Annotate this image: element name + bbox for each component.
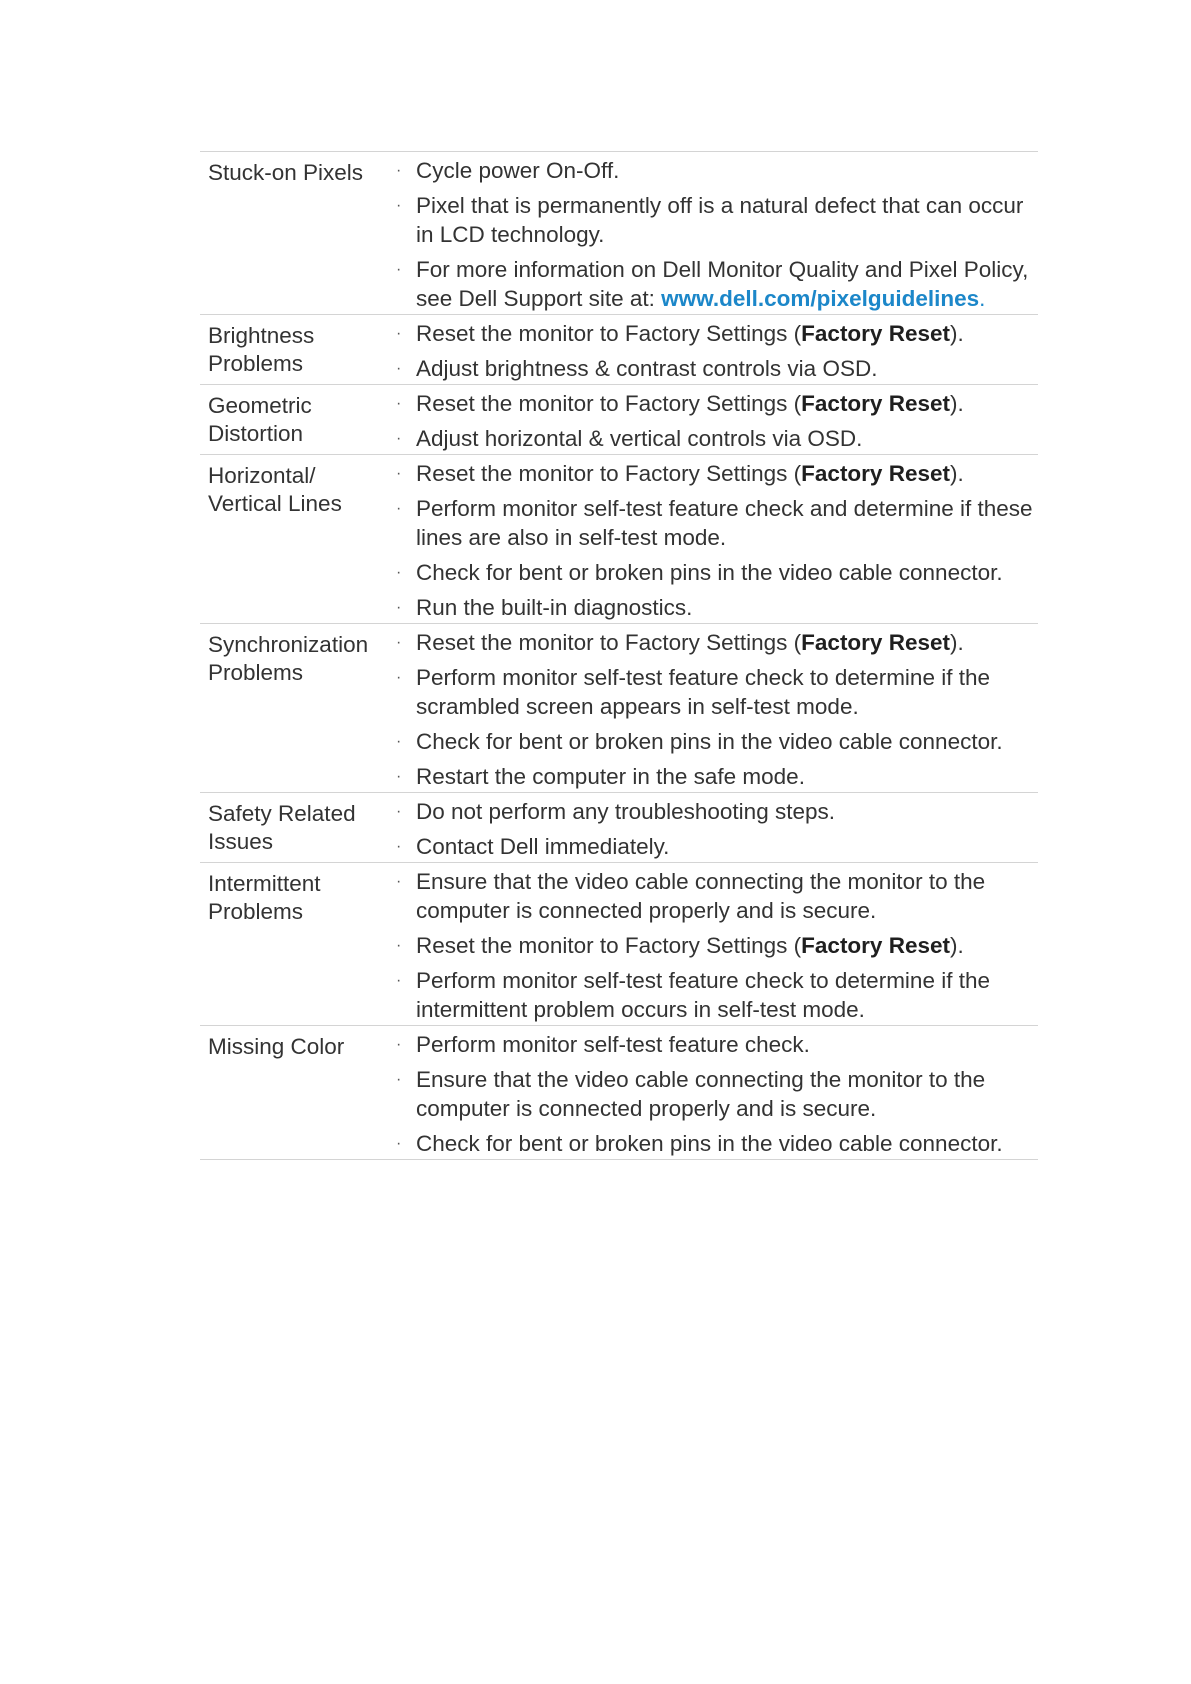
bullet-dot-icon: · <box>396 465 402 482</box>
problem-cell: Horizontal/ Vertical Lines <box>200 455 385 624</box>
solution-cell <box>385 455 1038 624</box>
bullet-dot-icon: · <box>396 564 402 581</box>
solution-text: Reset the monitor to Factory Settings ( <box>416 630 802 655</box>
solution-list <box>385 389 1038 453</box>
bullet-dot-icon: · <box>396 162 402 179</box>
solution-cell <box>385 1026 1038 1160</box>
solution-item <box>385 255 1038 313</box>
problem-cell: Stuck-on Pixels <box>200 152 385 315</box>
solution-text: Run the built-in diagnostics. <box>416 595 693 620</box>
bullet-dot-icon: · <box>396 430 402 447</box>
solution-item <box>385 867 1038 925</box>
table-row <box>200 152 1038 315</box>
solution-item <box>385 1030 1038 1059</box>
solution-text: Cycle power On-Off. <box>416 158 620 183</box>
solution-text-suffix: ). <box>949 461 964 486</box>
solution-item <box>385 832 1038 861</box>
solution-text: Perform monitor self-test feature check to determine if the scrambled screen appears in self-test mode. <box>416 665 990 719</box>
solution-text: Reset the monitor to Factory Settings ( <box>416 933 802 958</box>
solution-text-suffix: ). <box>949 933 964 958</box>
bullet-dot-icon: · <box>396 599 402 616</box>
solution-cell <box>385 863 1038 1026</box>
problem-cell: Missing Color <box>200 1026 385 1160</box>
table-row <box>200 385 1038 455</box>
solution-item <box>385 1129 1038 1158</box>
solution-cell <box>385 315 1038 385</box>
solution-item <box>385 354 1038 383</box>
solution-text: Restart the computer in the safe mode. <box>416 764 805 789</box>
solution-list <box>385 1030 1038 1158</box>
solution-item <box>385 558 1038 587</box>
solution-text-suffix: ). <box>949 630 964 655</box>
solution-text: Check for bent or broken pins in the video cable connector. <box>416 1131 1003 1156</box>
solution-text: Pixel that is permanently off is a natural defect that can occur in LCD technology. <box>416 193 1024 247</box>
table-row <box>200 455 1038 624</box>
solution-text: Adjust horizontal & vertical controls via OSD. <box>416 426 863 451</box>
troubleshooting-table-body <box>200 152 1038 1160</box>
solution-item <box>385 389 1038 418</box>
solution-text-suffix: ). <box>949 321 964 346</box>
solution-item <box>385 156 1038 185</box>
solution-text: Perform monitor self-test feature check. <box>416 1032 810 1057</box>
solution-text: For more information on Dell Monitor Quality and Pixel Policy, see Dell Support site at: <box>416 257 1029 311</box>
solution-text: Perform monitor self-test feature check and determine if these lines are also in self-test mode. <box>416 496 1033 550</box>
bullet-dot-icon: · <box>396 803 402 820</box>
bullet-dot-icon: · <box>396 972 402 989</box>
troubleshooting-table <box>200 151 1038 1160</box>
solution-item <box>385 494 1038 552</box>
solution-text-suffix: ). <box>949 391 964 416</box>
solution-item <box>385 424 1038 453</box>
solution-item <box>385 593 1038 622</box>
problem-cell: Intermittent Problems <box>200 863 385 1026</box>
bullet-dot-icon: · <box>396 733 402 750</box>
solution-list <box>385 867 1038 1024</box>
solution-item <box>385 191 1038 249</box>
solution-item <box>385 966 1038 1024</box>
problem-cell: Safety Related Issues <box>200 793 385 863</box>
solution-text: Check for bent or broken pins in the video cable connector. <box>416 729 1003 754</box>
table-row <box>200 315 1038 385</box>
bullet-dot-icon: · <box>396 395 402 412</box>
emphasis-text: Factory Reset <box>801 321 950 346</box>
problem-cell: Synchronization Problems <box>200 624 385 793</box>
table-row <box>200 1026 1038 1160</box>
solution-cell <box>385 624 1038 793</box>
support-link[interactable]: www.dell.com/pixelguidelines <box>661 286 980 311</box>
bullet-dot-icon: · <box>396 669 402 686</box>
bullet-dot-icon: · <box>396 500 402 517</box>
solution-cell <box>385 152 1038 315</box>
solution-text: Reset the monitor to Factory Settings ( <box>416 461 802 486</box>
bullet-dot-icon: · <box>396 197 402 214</box>
solution-list <box>385 156 1038 313</box>
bullet-dot-icon: · <box>396 360 402 377</box>
problem-cell: Brightness Problems <box>200 315 385 385</box>
table-row <box>200 624 1038 793</box>
bullet-dot-icon: · <box>396 873 402 890</box>
solution-text: Check for bent or broken pins in the video cable connector. <box>416 560 1003 585</box>
solution-cell <box>385 385 1038 455</box>
solution-item <box>385 663 1038 721</box>
solution-text: Ensure that the video cable connecting the monitor to the computer is connected properly and is secure. <box>416 1067 986 1121</box>
solution-item <box>385 319 1038 348</box>
solution-item <box>385 762 1038 791</box>
solution-cell <box>385 793 1038 863</box>
bullet-dot-icon: · <box>396 1071 402 1088</box>
solution-item <box>385 1065 1038 1123</box>
problem-cell: Geometric Distortion <box>200 385 385 455</box>
bullet-dot-icon: · <box>396 261 402 278</box>
bullet-dot-icon: · <box>396 1036 402 1053</box>
solution-list <box>385 459 1038 622</box>
solution-text: Perform monitor self-test feature check to determine if the intermittent problem occurs in self-test mode. <box>416 968 990 1022</box>
emphasis-text: Factory Reset <box>801 630 950 655</box>
solution-list <box>385 319 1038 383</box>
emphasis-text: Factory Reset <box>801 461 950 486</box>
solution-item <box>385 727 1038 756</box>
solution-text: Reset the monitor to Factory Settings ( <box>416 391 802 416</box>
solution-text: Reset the monitor to Factory Settings ( <box>416 321 802 346</box>
bullet-dot-icon: · <box>396 768 402 785</box>
solution-text: Contact Dell immediately. <box>416 834 670 859</box>
bullet-dot-icon: · <box>396 634 402 651</box>
solution-text-suffix: . <box>979 286 986 311</box>
solution-item <box>385 459 1038 488</box>
solution-item <box>385 628 1038 657</box>
emphasis-text: Factory Reset <box>801 933 950 958</box>
solution-item <box>385 931 1038 960</box>
table-row <box>200 793 1038 863</box>
solution-item <box>385 797 1038 826</box>
solution-text: Do not perform any troubleshooting steps. <box>416 799 835 824</box>
bullet-dot-icon: · <box>396 325 402 342</box>
table-row <box>200 863 1038 1026</box>
solution-list <box>385 628 1038 791</box>
bullet-dot-icon: · <box>396 937 402 954</box>
solution-text: Ensure that the video cable connecting the monitor to the computer is connected properly and is secure. <box>416 869 986 923</box>
bullet-dot-icon: · <box>396 1135 402 1152</box>
emphasis-text: Factory Reset <box>801 391 950 416</box>
bullet-dot-icon: · <box>396 838 402 855</box>
solution-list <box>385 797 1038 861</box>
solution-text: Adjust brightness & contrast controls via OSD. <box>416 356 878 381</box>
